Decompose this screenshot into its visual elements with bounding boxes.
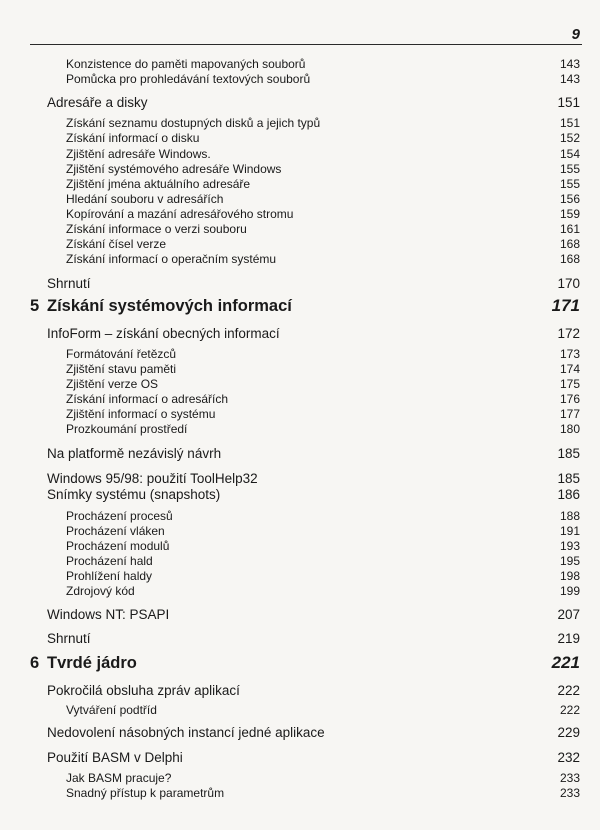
toc-entry-title: Získání informací o adresářích xyxy=(66,392,229,406)
page-number: 9 xyxy=(571,26,580,43)
toc-entry-page: 195 xyxy=(559,554,580,568)
toc-entry-title: Procházení vláken xyxy=(66,524,165,538)
toc-entry-page: 170 xyxy=(557,276,580,291)
toc-entry-page: 199 xyxy=(559,584,580,598)
toc-entry-page: 174 xyxy=(559,362,580,376)
toc-entry-title: Procházení hald xyxy=(66,554,153,568)
toc-entry-title: Získání informace o verzi souboru xyxy=(66,222,247,236)
toc-entry-title: Získání seznamu dostupných disků a jejich typů xyxy=(66,116,321,130)
toc-entry-page: 180 xyxy=(559,422,580,436)
toc-entry-page: 177 xyxy=(559,407,580,421)
toc-entry-title: Prohlížení haldy xyxy=(66,569,153,583)
toc-entry-title: Zdrojový kód xyxy=(66,584,135,598)
toc-entry-title: Vytváření podtříd xyxy=(66,703,157,717)
toc-entry-page: 186 xyxy=(557,487,580,502)
toc-entry-title: Zjištění adresáře Windows. xyxy=(66,147,211,161)
toc-entry-title: Windows 95/98: použití ToolHelp32 xyxy=(47,471,258,486)
toc-entry-page: 159 xyxy=(559,207,580,221)
toc-entry-title: InfoForm – získání obecných informací xyxy=(47,326,280,341)
toc-chapter-number: 5 xyxy=(30,297,40,315)
toc-entry-page: 168 xyxy=(559,237,580,251)
toc-entry-page: 173 xyxy=(559,347,580,361)
toc-entry-title: Procházení procesů xyxy=(66,509,173,523)
toc-entry-page: 152 xyxy=(559,131,580,145)
toc-entry-page: 172 xyxy=(557,326,580,341)
toc-entry-title: Získání informací o disku xyxy=(66,131,200,145)
toc-entry-title: Formátování řetězců xyxy=(66,347,177,361)
toc-entry-title: Shrnutí xyxy=(47,631,91,646)
toc-entry-title: Zjištění stavu paměti xyxy=(66,362,177,376)
toc-entry-page: 221 xyxy=(551,653,580,672)
toc-entry-page: 143 xyxy=(559,72,580,86)
toc-entry-title: Pokročilá obsluha zpráv aplikací xyxy=(47,683,240,698)
toc-entry-title: Získání čísel verze xyxy=(66,237,167,251)
toc-entry-page: 154 xyxy=(559,147,580,161)
toc-entry-page: 198 xyxy=(559,569,580,583)
toc-entry-page: 233 xyxy=(559,786,580,800)
toc-entry-page: 207 xyxy=(557,607,580,622)
toc-entry-title: Na platformě nezávislý návrh xyxy=(47,446,222,461)
toc-entry-page: 222 xyxy=(559,703,580,717)
toc-entry-page: 161 xyxy=(559,222,580,236)
toc-entry-title: Pomůcka pro prohledávání textových souborů xyxy=(66,72,311,86)
toc-entry-title: Získání informací o operačním systému xyxy=(66,252,277,266)
toc-entry-page: 175 xyxy=(559,377,580,391)
toc-entry-page: 155 xyxy=(559,162,580,176)
toc-entry-title: Snadný přístup k parametrům xyxy=(66,786,225,800)
toc-entry-page: 229 xyxy=(557,725,580,740)
toc-entry-title: Nedovolení násobných instancí jedné aplikace xyxy=(47,725,325,740)
toc-entry-title: Adresáře a disky xyxy=(47,95,148,110)
toc-entry-title: Shrnutí xyxy=(47,276,91,291)
toc-entry-title: Kopírování a mazání adresářového stromu xyxy=(66,207,294,221)
toc-entry-page: 219 xyxy=(557,631,580,646)
toc-entry-page: 185 xyxy=(557,446,580,461)
toc-entry-title: Zjištění jména aktuálního adresáře xyxy=(66,177,251,191)
toc-entry-title: Windows NT: PSAPI xyxy=(47,607,170,622)
toc-entry-page: 143 xyxy=(559,57,580,71)
toc-entry-page: 155 xyxy=(559,177,580,191)
toc-entry-page: 233 xyxy=(559,771,580,785)
header-rule xyxy=(30,44,582,45)
toc-entry-title: Tvrdé jádro xyxy=(47,654,137,672)
toc-entry-page: 188 xyxy=(559,509,580,523)
toc-entry-title: Zjištění informací o systému xyxy=(66,407,216,421)
toc-entry-title: Snímky systému (snapshots) xyxy=(47,487,221,502)
toc-entry-title: Konzistence do paměti mapovaných souborů xyxy=(66,57,306,71)
toc-entry-title: Získání systémových informací xyxy=(47,297,292,315)
toc-entry-title: Hledání souboru v adresářích xyxy=(66,192,224,206)
toc-entry-page: 191 xyxy=(559,524,580,538)
toc-entry-page: 168 xyxy=(559,252,580,266)
toc-entry-page: 232 xyxy=(557,750,580,765)
toc-entry-page: 171 xyxy=(551,296,580,315)
toc-entry-page: 151 xyxy=(557,95,580,110)
toc-entry-title: Použití BASM v Delphi xyxy=(47,750,183,765)
toc-entry-page: 151 xyxy=(559,116,580,130)
toc-entry-title: Zjištění systémového adresáře Windows xyxy=(66,162,282,176)
toc-entry-page: 193 xyxy=(559,539,580,553)
toc-chapter-number: 6 xyxy=(30,654,40,672)
toc-entry-page: 176 xyxy=(559,392,580,406)
toc-entry-title: Zjištění verze OS xyxy=(66,377,159,391)
toc-entry-title: Procházení modulů xyxy=(66,539,170,553)
toc-entry-title: Jak BASM pracuje? xyxy=(66,771,172,785)
toc-entry-title: Prozkoumání prostředí xyxy=(66,422,188,436)
toc-entry-page: 222 xyxy=(557,683,580,698)
toc-entry-page: 156 xyxy=(559,192,580,206)
toc-entry-page: 185 xyxy=(557,471,580,486)
